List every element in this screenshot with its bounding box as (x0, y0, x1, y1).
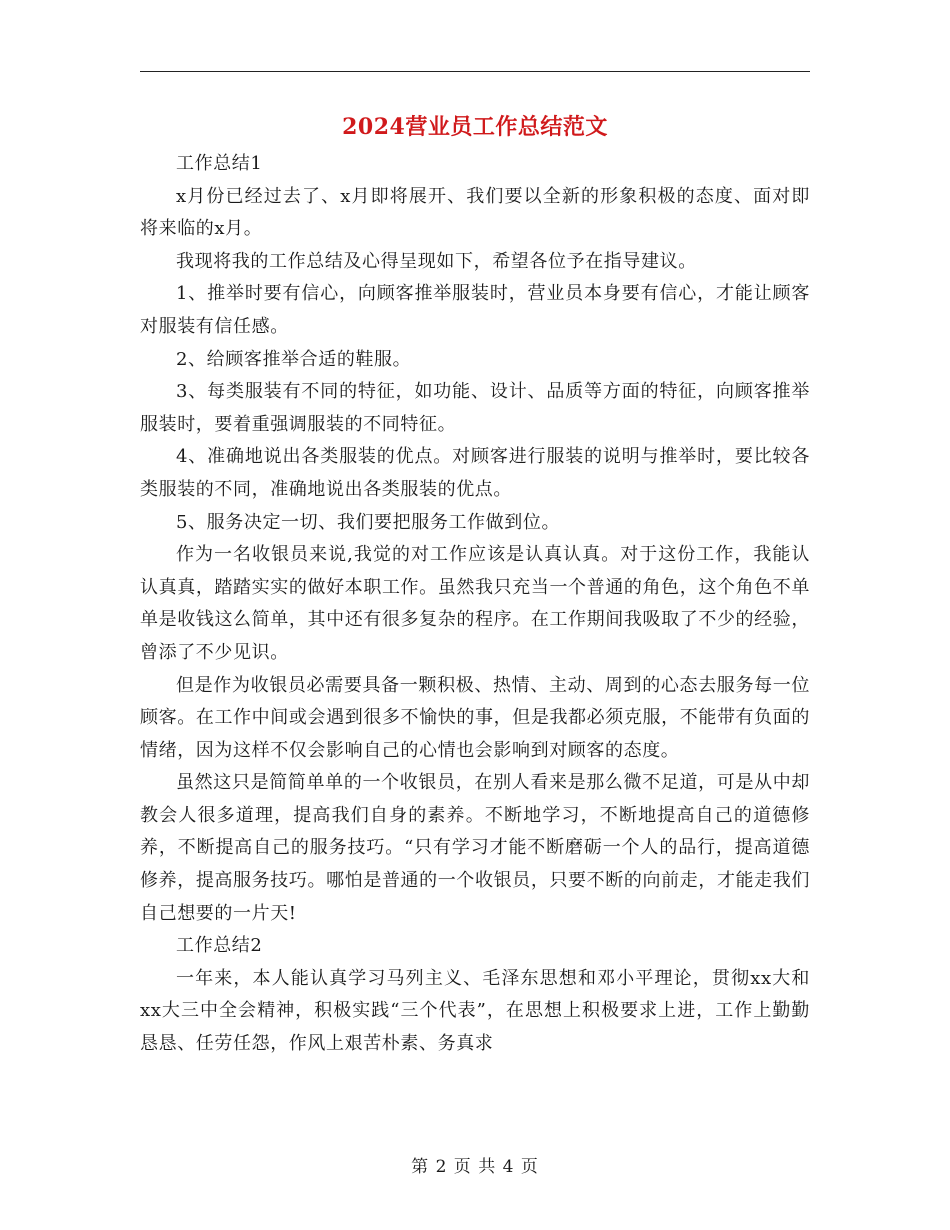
paragraph: x月份已经过去了、x月即将展开、我们要以全新的形象积极的态度、面对即将来临的x月。 (140, 185, 810, 240)
paragraph: 作为一名收银员来说,我觉的对工作应该是认真认真。对于这份工作，我能认认真真，踏踏实实的做好本职工作。虽然我只充当一个普通的角色，这个角色不单单是收钱这么简单，其中还有很多复杂的程序。在工作期间我吸取了不少的经验，曾添了不少见识。 (140, 544, 810, 663)
paragraph: 虽然这只是简简单单的一个收银员，在别人看来是那么微不足道，可是从中却教会人很多道理，提高我们自身的素养。不断地学习，不断地提高自己的道德修养，不断提高自己的服务技巧。“只有学习才能不断磨砺一个人的品行，提高道德修养，提高服务技巧。哪怕是普通的一个收银员，只要不断的向前走，才能走我们自己想要的一片天! (140, 772, 810, 924)
page-footer: 第 2 页 共 4 页 (411, 1157, 539, 1177)
paragraph: 我现将我的工作总结及心得呈现如下，希望各位予在指导建议。 (176, 250, 697, 272)
document-title: 2024营业员工作总结范文 (342, 114, 608, 140)
document-body (140, 148, 810, 1061)
paragraph: 但是作为收银员必需要具备一颗积极、热情、主动、周到的心态去服务每一位顾客。在工作中间或会遇到很多不愉快的事，但是我都必须克服，不能带有负面的情绪，因为这样不仅会影响自己的心情也会影响到对顾客的态度。 (140, 674, 810, 761)
paragraph: 一年来，本人能认真学习马列主义、毛泽东思想和邓小平理论，贯彻xx大和xx大三中全会精神，积极实践“三个代表”，在思想上积极要求上进，工作上勤勤恳恳、任劳任怨，作风上艰苦朴素、务真求 (140, 967, 810, 1055)
paragraph: 1、推举时要有信心，向顾客推举服装时，营业员本身要有信心，才能让顾客对服装有信任感。 (140, 283, 810, 337)
paragraph: 4、准确地说出各类服装的优点。对顾客进行服装的说明与推举时，要比较各类服装的不同，准确地说出各类服装的优点。 (140, 446, 810, 500)
paragraph: 工作总结1 (176, 153, 263, 174)
header-rule (140, 71, 810, 72)
paragraph: 工作总结2 (176, 935, 263, 957)
paragraph: 2、给顾客推举合适的鞋服。 (176, 348, 412, 370)
paragraph: 3、每类服装有不同的特征，如功能、设计、品质等方面的特征，向顾客推举服装时，要着重强调服装的不同特征。 (140, 381, 810, 435)
paragraph: 5、服务决定一切、我们要把服务工作做到位。 (176, 511, 561, 533)
